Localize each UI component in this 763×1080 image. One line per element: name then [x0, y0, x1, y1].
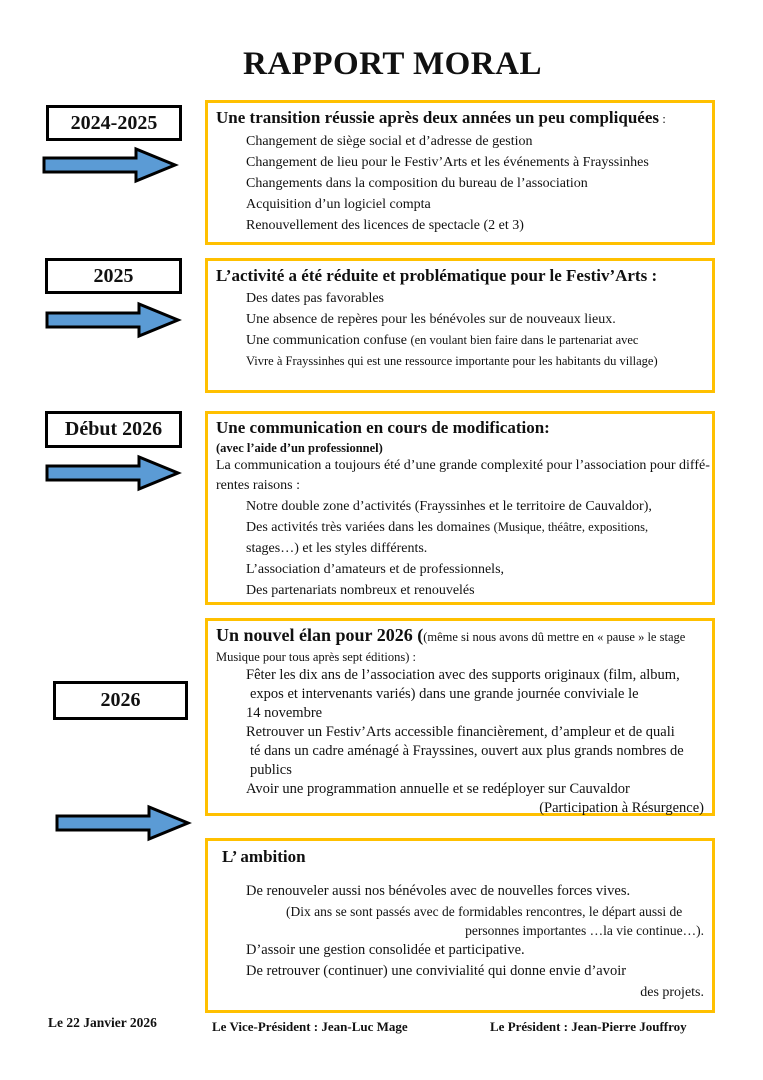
list-item: Fêter les dix ans de l’association avec des supports originaux (film, album,	[246, 667, 680, 683]
section-heading: L’ ambition	[222, 847, 306, 866]
section-subheading: (avec l’aide d’un professionnel)	[216, 441, 383, 455]
timeline-label-2024-2025: 2024-2025	[46, 105, 182, 141]
list-item: té dans un cadre aménagé à Frayssines, ouvert aux plus grands nombres de	[250, 743, 684, 759]
list-item-right: (Participation à Résurgence)	[539, 800, 704, 816]
list-item: Acquisition d’un logiciel compta	[246, 197, 431, 212]
list-item: D’assoir une gestion consolidée et participative.	[246, 942, 525, 958]
footer-date: Le 22 Janvier 2026	[48, 1015, 157, 1030]
section-heading-text: Un nouvel élan pour 2026 (	[216, 625, 424, 645]
section-box-communication	[205, 411, 715, 605]
page-title: RAPPORT MORAL	[243, 46, 542, 82]
list-item: expos et intervenants variés) dans une grande journée conviviale le	[250, 686, 639, 702]
list-item: Une absence de repères pour les bénévoles sur de nouveaux lieux.	[246, 312, 616, 327]
list-item: 14 novembre	[246, 705, 323, 721]
list-item-note: (Musique, théâtre, expositions,	[493, 520, 649, 534]
list-item-note: (en voulant bien faire dans le partenariat avec	[410, 333, 639, 347]
timeline-label-debut-2026: Début 2026	[45, 411, 182, 448]
list-item: Des dates pas favorables	[246, 291, 385, 306]
list-item: Avoir une programmation annuelle et se redéployer sur Cauvaldor	[246, 781, 630, 797]
list-item-note-right: personnes importantes …la vie continue…).	[465, 923, 704, 938]
list-item: Renouvellement des licences de spectacle (2 et 3)	[246, 218, 524, 233]
list-item: Vivre à Frayssinhes qui est une ressource importante pour les habitants du village)	[246, 354, 658, 368]
list-item: L’association d’amateurs et de professionnels,	[246, 562, 505, 577]
list-item: De renouveler aussi nos bénévoles avec de nouvelles forces vives.	[246, 883, 631, 899]
intro-line: La communication a toujours été d’une grande complexité pour l’association pour diffé-	[216, 458, 710, 473]
section-heading-note: (même si nous avons dû mettre en « pause » le stage	[423, 630, 686, 644]
section-heading: Une communication en cours de modification:	[216, 418, 550, 437]
section-heading-note-line: Musique pour tous après sept éditions) :	[216, 650, 416, 664]
section-box-ambition	[205, 838, 715, 1013]
section-heading-suffix: :	[658, 111, 666, 126]
intro-line: rentes raisons :	[216, 478, 300, 493]
list-item	[216, 517, 704, 538]
section-box-elan-2026	[205, 618, 715, 816]
list-item-text: Une communication confuse	[246, 333, 411, 348]
right-arrow-icon	[42, 146, 179, 184]
right-arrow-icon	[45, 301, 182, 339]
signature-president: Le Président : Jean-Pierre Jouffroy	[490, 1019, 687, 1034]
list-item: Changement de siège social et d’adresse de gestion	[246, 134, 533, 149]
section-heading	[216, 105, 704, 131]
list-item: De retrouver (continuer) une convivialité qui donne envie d’avoir	[246, 963, 627, 979]
timeline-label-2026: 2026	[53, 681, 188, 720]
timeline-label-2025: 2025	[45, 258, 182, 294]
list-item: Notre double zone d’activités (Frayssinhes et le territoire de Cauvaldor),	[246, 499, 652, 514]
right-arrow-icon	[55, 804, 192, 842]
section-heading-text: Une transition réussie après deux années un peu compliquées	[216, 108, 659, 127]
right-arrow-icon	[45, 454, 182, 492]
list-item	[216, 330, 704, 351]
section-box-activite-2025	[205, 258, 715, 393]
list-item-right: des projets.	[640, 985, 704, 1000]
list-item: Changements dans la composition du bureau de l’association	[246, 176, 588, 191]
list-item: publics	[250, 762, 292, 778]
list-item: Retrouver un Festiv’Arts accessible financièrement, d’ampleur et de quali	[246, 724, 675, 740]
section-box-transition	[205, 100, 715, 245]
signature-vice-president: Le Vice-Président : Jean-Luc Mage	[212, 1019, 408, 1034]
list-item: stages…) et les styles différents.	[246, 541, 428, 556]
section-heading: L’activité a été réduite et problématique pour le Festiv’Arts :	[216, 266, 658, 285]
section-heading	[216, 623, 704, 649]
list-item-text: Des activités très variées dans les domaines	[246, 520, 494, 535]
list-item-note: (Dix ans se sont passés avec de formidables rencontres, le départ aussi de	[286, 904, 683, 919]
list-item: Des partenariats nombreux et renouvelés	[246, 583, 475, 598]
list-item: Changement de lieu pour le Festiv’Arts et les événements à Frayssinhes	[246, 155, 649, 170]
